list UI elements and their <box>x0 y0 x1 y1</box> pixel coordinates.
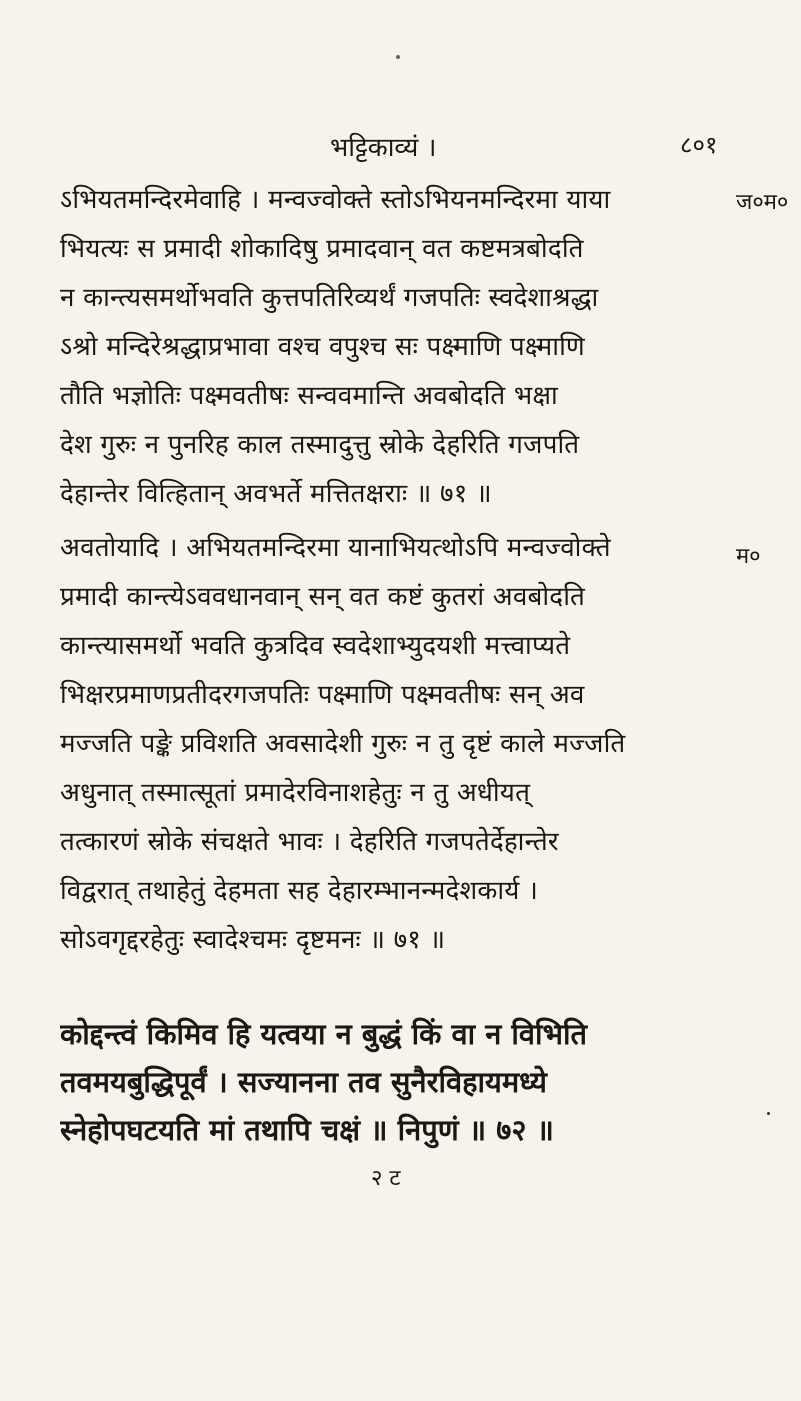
commentary-block-2 <box>60 524 720 965</box>
text-line: देश गुरुः न पुनरिह काल तस्मादुत्तु स्रोके देहरिति गजपति <box>60 430 580 460</box>
text-line: ऽश्रो मन्दिरेश्रद्धाप्रभावा वश्च वपुश्च सः पक्ष्माणि पक्ष्माणि <box>60 332 585 362</box>
page-number: ८०१ <box>680 131 718 159</box>
text-line: न कान्त्यसमर्थोभवति कुत्तपतिरिव्यर्थं गजपतिः स्वदेशाश्रद्धा <box>60 283 599 313</box>
text-line: प्रमादी कान्त्येऽववधानवान् सन् वत कष्टं कुतरां अवबोदति <box>60 582 586 612</box>
page-header <box>0 128 801 168</box>
verse-line: स्नेहोपघटयति मां तथापि चक्षं ॥ निपुणं ॥ ७२ ॥ <box>60 1113 554 1147</box>
text-line: विद्वरात् तथाहेतुं देहमता सह देहारम्भानन्मदेशकार्य । <box>60 876 539 906</box>
text-line: ऽभियतमन्दिरमेवाहि । मन्वज्वोक्ते स्तोऽभियनमन्दिरमा याया <box>60 185 611 215</box>
text-line: भिक्षरप्रमाणप्रतीदरगजपतिः पक्ष्माणि पक्ष्मवतीषः सन् अव <box>60 680 585 710</box>
ink-speck <box>396 55 400 59</box>
running-head: भट्टिकाव्यं । <box>330 133 437 163</box>
text-line: अवतोयादि । अभियतमन्दिरमा यानाभियत्थोऽपि मन्वज्वोक्ते <box>60 533 611 563</box>
text-line: अधुनात् तस्मात्सूतां प्रमादेरविनाशहेतुः न तु अधीयत् <box>60 778 531 808</box>
commentary-block-1 <box>60 176 720 519</box>
text-line: तौति भज्ञोतिः पक्ष्मवतीषः सन्ववमान्ति अवबोदति भक्षा <box>60 381 558 411</box>
text-line: भियत्यः स प्रमादी शोकादिषु प्रमादवान् वत कष्टमत्रबोदति <box>60 234 584 264</box>
text-line: कान्त्यासमर्थो भवति कुत्रदिव स्वदेशाभ्युदयशी मत्त्वाप्यते <box>60 631 571 661</box>
ink-speck <box>767 1112 770 1115</box>
margin-note-2: म० <box>736 544 761 569</box>
text-line: तत्कारणं स्रोके संचक्षते भावः । देहरिति गजपतेर्देहान्तेर <box>60 827 559 857</box>
verse-line: कोद्दन्त्वं किमिव हि यत्वया न बुद्धं किं वा न विभिति <box>60 1017 587 1051</box>
text-line: सोऽवगृद्दरहेतुः स्वादेश्चमः दृष्टमनः ॥ ७१ ॥ <box>60 925 446 955</box>
margin-note-1: ज०म० <box>736 190 789 215</box>
text-line: देहान्तेर वित्हितान् अवभर्ते मत्तितक्षराः ॥ ७१ ॥ <box>60 479 492 509</box>
verse-block <box>60 1010 750 1154</box>
verse-line: तवमयबुद्धिपूर्वं । सज्यानना तव सुनैरविहायमध्ये <box>60 1065 547 1099</box>
text-line: मज्जति पङ्के प्रविशति अवसादेशी गुरुः न तु दृष्टं काले मज्जति <box>60 729 626 759</box>
signature-mark: २ ट <box>371 1166 401 1191</box>
